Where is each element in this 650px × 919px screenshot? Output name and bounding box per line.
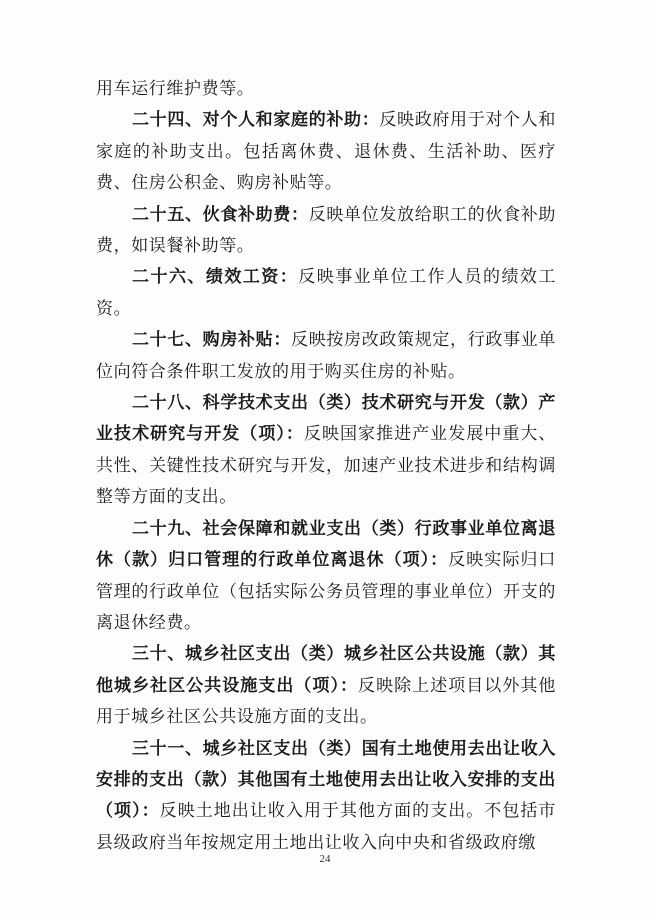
paragraph-31 [96, 734, 556, 860]
paragraph-heading: 二十七、购房补贴： [132, 330, 292, 351]
paragraph-30 [96, 639, 556, 733]
paragraph-body: 反映实际归口管理的行政单位（包括实际公务员管理的事业单位）开支的离退休经费。 [96, 550, 556, 633]
paragraph-heading: 二十六、绩效工资： [132, 267, 299, 288]
paragraph-29 [96, 514, 556, 640]
paragraph-24 [96, 105, 556, 199]
paragraph-heading: 二十八、科学技术支出（类）技术研究与开发（款）产业技术研究与开发（项）： [96, 393, 556, 445]
paragraph-body: 反映国家推进产业发展中重大、共性、关键性技术研究与开发，加速产业技术进步和结构调整等方面的支出。 [96, 424, 556, 508]
page-number: 24 [319, 853, 331, 865]
paragraph-heading: 三十、城乡社区支出（类）城乡社区公共设施（款）其他城乡社区公共设施支出（项）： [96, 644, 556, 696]
paragraph-28 [96, 388, 556, 514]
paragraph-body: 用车运行维护费等。 [96, 79, 255, 99]
paragraph-heading: 二十九、社会保障和就业支出（类）行政事业单位离退休（款）归口管理的行政单位离退休（项）： [96, 518, 556, 571]
paragraph-body: 反映土地出让收入用于其他方面的支出。不包括市县级政府当年按规定用土地出让收入向中央和省级政府缴 [96, 801, 557, 853]
paragraph-body: 反映政府用于对个人和家庭的补助支出。包括离休费、退休费、生活补助、医疗费、住房公积金、购房补贴等。 [96, 110, 556, 194]
paragraph-26 [96, 262, 556, 325]
page-content [96, 74, 556, 859]
paragraph-body: 反映事业单位工作人员的绩效工资。 [96, 267, 556, 319]
paragraph-body: 反映除上述项目以外其他用于城乡社区公共设施方面的支出。 [96, 675, 557, 728]
paragraph-body: 反映按房改政策规定，行政事业单位向符合条件职工发放的用于购买住房的补贴。 [96, 330, 557, 382]
paragraph-heading: 三十一、城乡社区支出（类）国有土地使用去出让收入安排的支出（款）其他国有土地使用去出让收入安排的支出（项）： [96, 738, 556, 822]
paragraph-heading: 二十四、对个人和家庭的补助： [132, 110, 380, 131]
paragraph-continuation [96, 74, 556, 105]
paragraph-body: 反映单位发放给职工的伙食补助费，如误餐补助等。 [96, 204, 557, 257]
paragraph-25 [96, 200, 556, 263]
paragraph-27 [96, 325, 556, 388]
paragraph-heading: 二十五、伙食补助费： [132, 204, 309, 225]
